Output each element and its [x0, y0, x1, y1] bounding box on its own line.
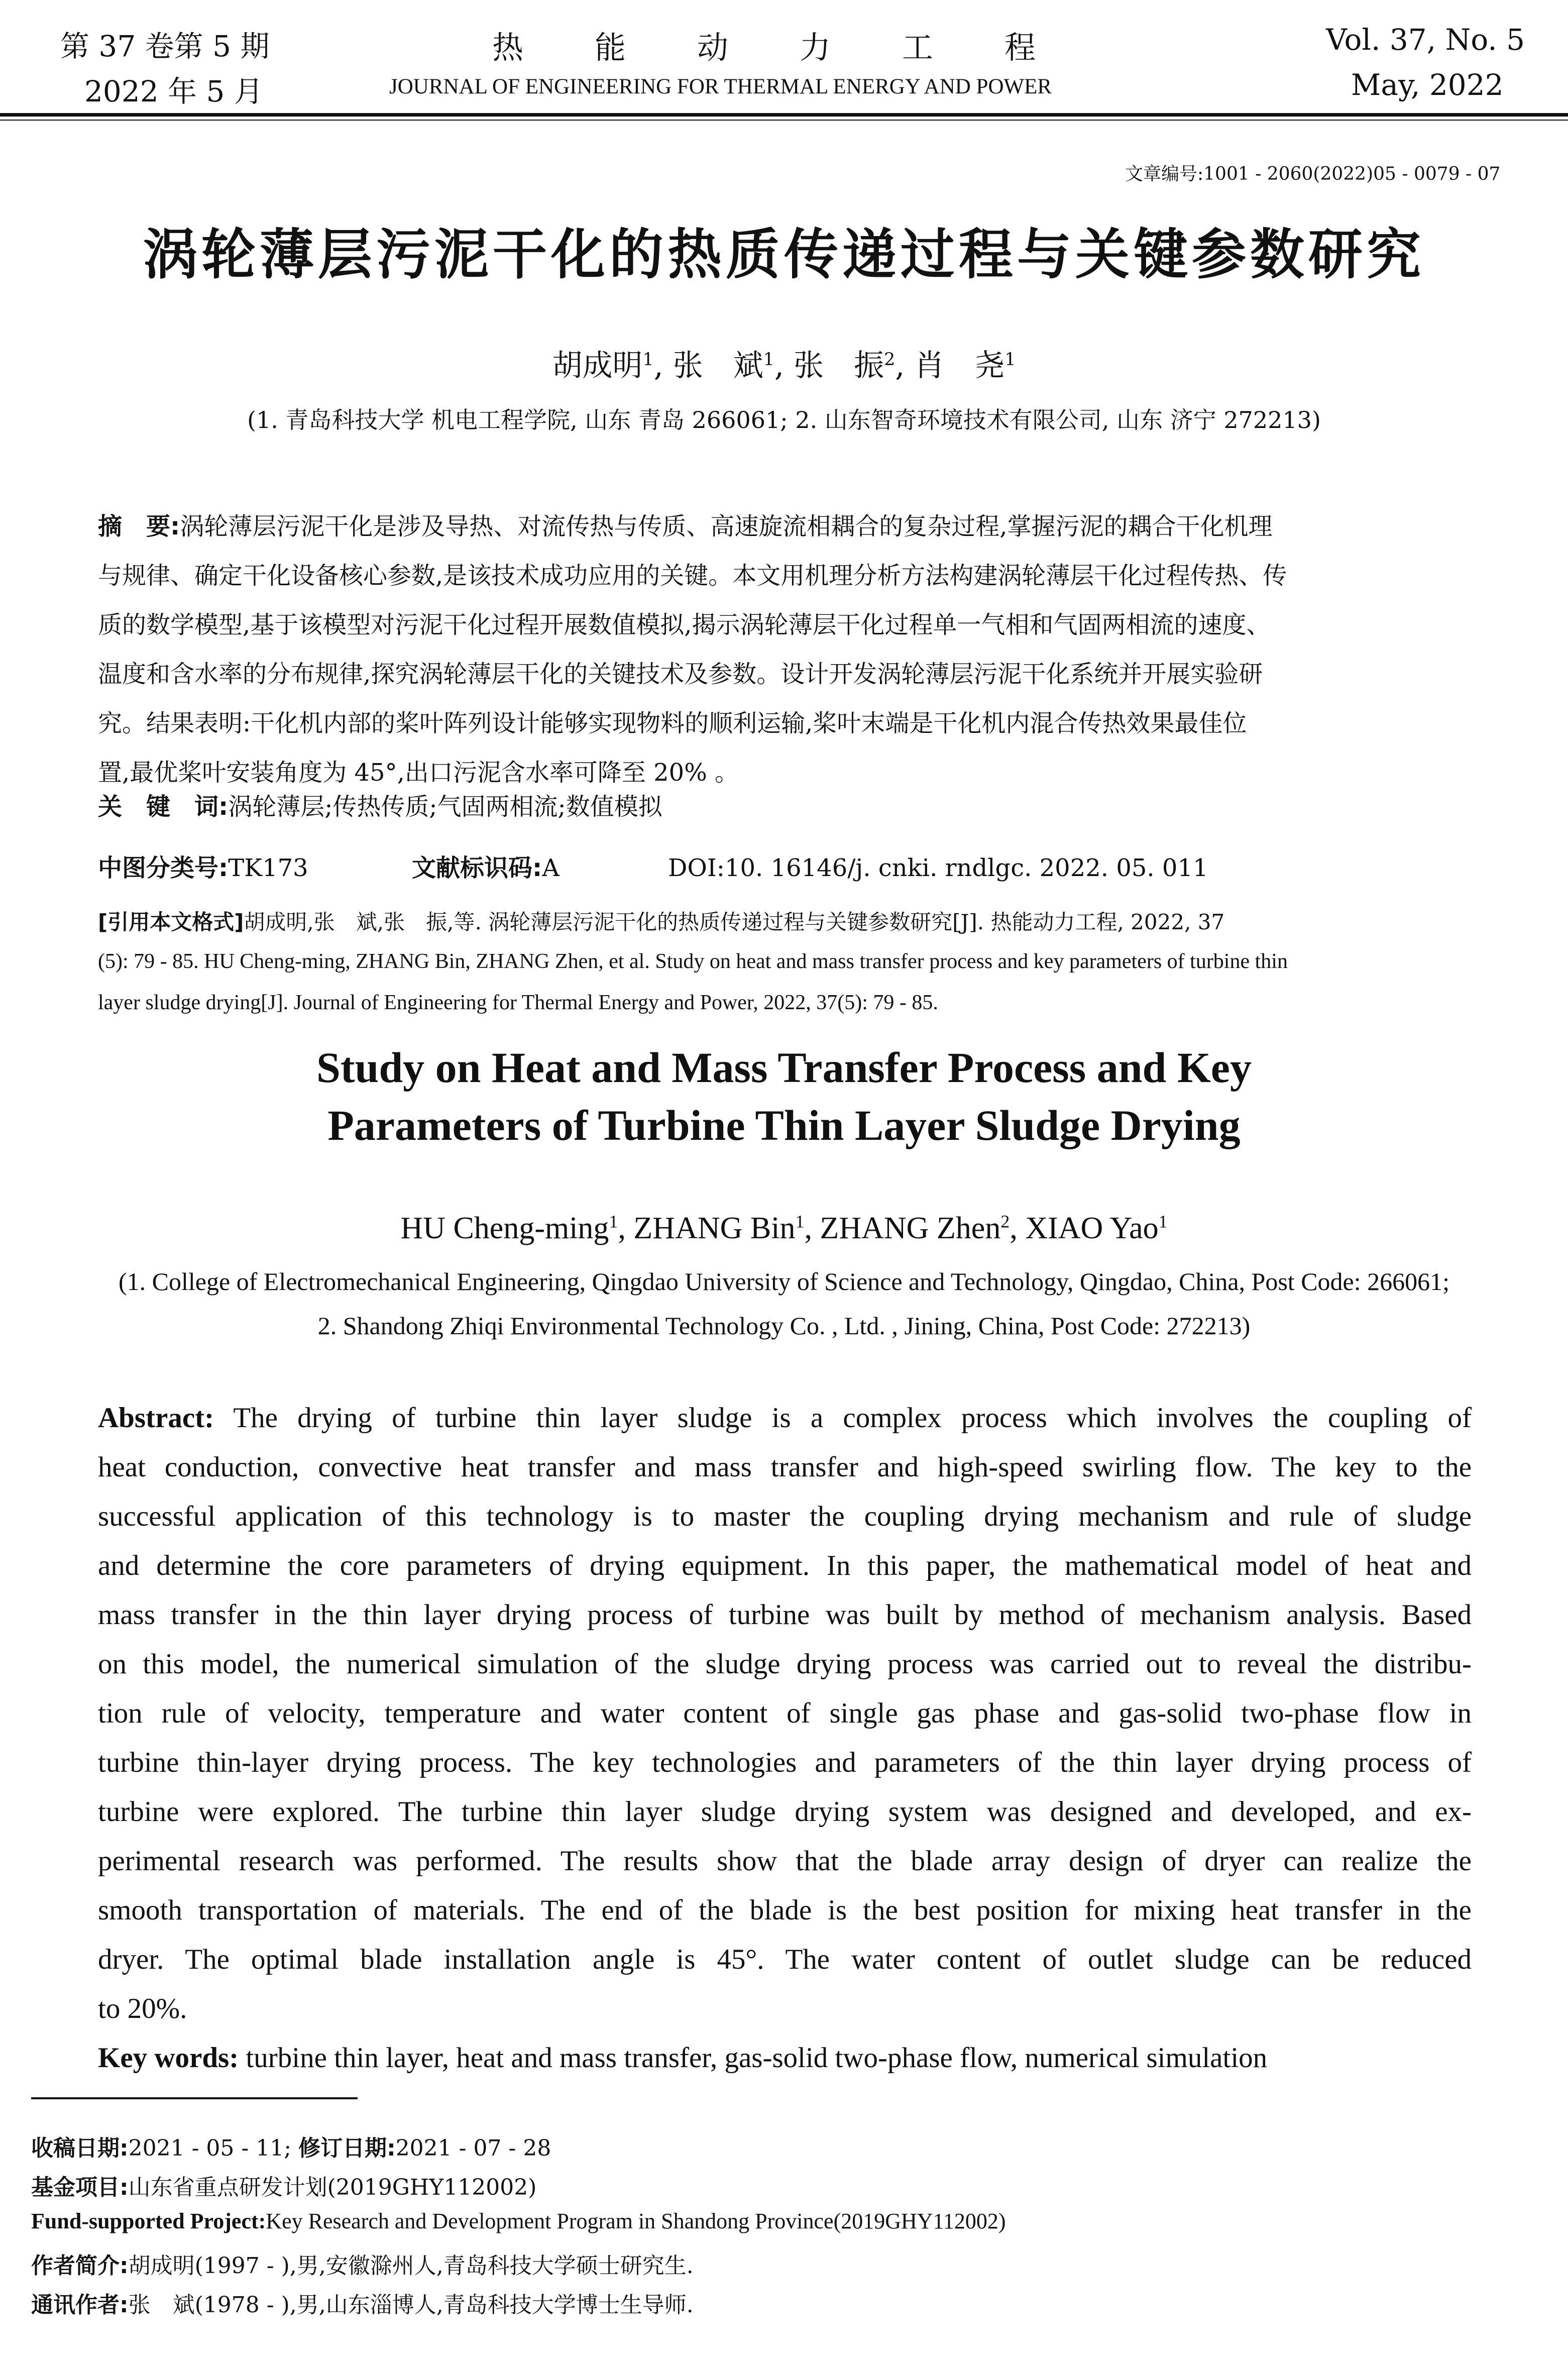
affiliation-en-line1: (1. College of Electromechanical Engineering, Qingdao University of Science and Technology, Qingdao, China, Post Code: 266061; — [118, 1267, 1450, 1296]
author-bio-text: 胡成明(1997 - ),男,安徽滁州人,青岛科技大学硕士研究生. — [128, 2253, 694, 2279]
page-title: 涡轮薄层污泥干化的热质传递过程与关键参数研究 — [143, 224, 1425, 286]
clc-label: 中图分类号: — [98, 854, 229, 882]
abstract-cn-label: 摘 要: — [98, 512, 180, 541]
authors-cn — [0, 342, 1568, 385]
fund-en-label: Fund-supported Project: — [31, 2209, 266, 2233]
journal-name-en: JOURNAL OF ENGINEERING FOR THERMAL ENERGY AND POWER — [389, 75, 1052, 98]
abstract-en-line: perimental research was performed. The results show that the blade array design of dryer can realize the — [98, 1845, 1472, 1877]
author-separator: , — [895, 348, 905, 383]
abstract-en-line: on this model, the numerical simulation of the sludge drying process was carried out to reveal the distribu- — [98, 1648, 1472, 1680]
abstract-cn-line: 究。结果表明:干化机内部的桨叶阵列设计能够实现物料的顺利运输,桨叶末端是干化机内混合传热效果最佳位 — [98, 709, 1247, 737]
doc-code-value: A — [542, 854, 559, 882]
abstract-en-line: dryer. The optimal blade installation angle is 45°. The water content of outlet sludge can be reduced — [98, 1944, 1472, 1975]
footnote-corresponding — [31, 2287, 694, 2319]
footnote-fund-en — [31, 2208, 1006, 2234]
citation-text: 胡成明,张 斌,张 振,等. 涡轮薄层污泥干化的热质传递过程与关键参数研究[J]. 热能动力工程, 2022, 37 — [244, 910, 1225, 934]
author-affil-mark: 1 — [642, 350, 654, 370]
doi: DOI:10. 16146/j. cnki. rndlgc. 2022. 05. 011 — [668, 854, 1208, 882]
abstract-en-line: successful application of this technology is to master the coupling drying mechanism and rule of sludge — [98, 1500, 1472, 1532]
footnote-dates — [31, 2130, 551, 2162]
author-separator: , — [1010, 1211, 1018, 1245]
abstract-cn-line: 质的数学模型,基于该模型对污泥干化过程开展数值模拟,揭示涡轮薄层干化过程单一气相和气固两相流的速度、 — [98, 611, 1271, 639]
abstract-en-line — [98, 1402, 1472, 1434]
author-separator: , — [653, 348, 663, 383]
author-affil-mark: 1 — [795, 1211, 805, 1232]
author-name: 胡成明 — [552, 348, 643, 383]
abstract-en-line: heat conduction, convective heat transfer and mass transfer and high-speed swirling flow. The key to the — [98, 1451, 1472, 1483]
abstract-cn-text: 涡轮薄层污泥干化是涉及导热、对流传热与传质、高速旋流相耦合的复杂过程,掌握污泥的耦合干化机理 — [180, 512, 1273, 541]
header-rule-thin — [0, 120, 1568, 121]
clc-number — [98, 850, 308, 886]
journal-name-cn: 热能动力工程 — [492, 29, 1107, 66]
keywords-cn-text: 涡轮薄层;传热传质;气固两相流;数值模拟 — [228, 793, 662, 821]
abstract-en-line: turbine thin-layer drying process. The key technologies and parameters of the thin layer drying process of — [98, 1747, 1472, 1778]
keywords-en-label: Key words: — [98, 2042, 239, 2074]
revised-date: 2021 - 07 - 28 — [395, 2135, 551, 2161]
keywords-en-text: turbine thin layer, heat and mass transfer, gas-solid two-phase flow, numerical simulation — [246, 2042, 1268, 2074]
author-name: 肖 尧 — [914, 348, 1005, 383]
author-affil-mark: 1 — [763, 350, 774, 370]
english-title-line1: Study on Heat and Mass Transfer Process and Key — [316, 1043, 1252, 1092]
issue-date-en: May, 2022 — [1351, 68, 1504, 102]
authors-en — [0, 1211, 1568, 1246]
author-separator: , — [774, 348, 784, 383]
keywords-en — [98, 2042, 1267, 2074]
affiliation-en-line2: 2. Shandong Zhiqi Environmental Technology Co. , Ltd. , Jining, China, Post Code: 272213) — [317, 1312, 1251, 1340]
received-label: 收稿日期: — [31, 2135, 129, 2161]
citation-label: [引用本文格式] — [98, 910, 244, 934]
abstract-en-text: The drying of turbine thin layer sludge is a complex process which involves the coupling of — [233, 1402, 1472, 1434]
doc-code-label: 文献标识码: — [412, 854, 542, 882]
footnote-fund — [31, 2169, 536, 2201]
document-code — [412, 850, 559, 886]
revised-label: 修订日期: — [298, 2135, 396, 2161]
corresponding-text: 张 斌(1978 - ),男,山东淄博人,青岛科技大学博士生导师. — [128, 2292, 694, 2318]
abstract-cn-line: 温度和含水率的分布规律,探究涡轮薄层干化的关键技术及参数。设计开发涡轮薄层污泥干化系统并开展实验研 — [98, 660, 1263, 688]
author-separator: , — [618, 1211, 626, 1245]
author-affil-mark: 1 — [609, 1211, 618, 1232]
affiliations-cn: (1. 青岛科技大学 机电工程学院, 山东 青岛 266061; 2. 山东智奇环境技术有限公司, 山东 济宁 272213) — [247, 406, 1321, 434]
fund-label: 基金项目: — [31, 2175, 129, 2200]
author-name: HU Cheng-ming — [400, 1211, 609, 1245]
citation-line: (5): 79 - 85. HU Cheng-ming, ZHANG Bin, ZHANG Zhen, et al. Study on heat and mass transfer process and key parameters of turbine thin — [98, 950, 1288, 973]
fund-en-text: Key Research and Development Program in Shandong Province(2019GHY112002) — [266, 2209, 1006, 2233]
author-name: XIAO Yao — [1025, 1211, 1159, 1245]
abstract-en-line: to 20%. — [98, 1993, 187, 2024]
footnote-rule — [31, 2097, 358, 2099]
keywords-cn — [98, 789, 662, 825]
article-number: 文章编号:1001 - 2060(2022)05 - 0079 - 07 — [1125, 164, 1501, 184]
author-name: 张 振 — [794, 348, 884, 383]
abstract-cn-line: 置,最优桨叶安装角度为 45°,出口污泥含水率可降至 20% 。 — [98, 759, 739, 787]
author-name: ZHANG Bin — [633, 1211, 796, 1245]
abstract-en-label: Abstract: — [98, 1402, 214, 1434]
header-rule — [0, 113, 1568, 117]
keywords-cn-label: 关 键 词: — [98, 793, 229, 821]
abstract-en-line: smooth transportation of materials. The end of the blade is the best position for mixing heat transfer in the — [98, 1894, 1472, 1926]
abstract-en-line: tion rule of velocity, temperature and water content of single gas phase and gas-solid two-phase flow in — [98, 1697, 1472, 1729]
author-affil-mark: 1 — [1158, 1211, 1168, 1232]
issue-date-cn: 2022 年 5 月 — [84, 74, 263, 109]
abstract-cn-line: 与规律、确定干化设备核心参数,是该技术成功应用的关键。本文用机理分析方法构建涡轮薄层干化过程传热、传 — [98, 562, 1287, 590]
author-affil-mark: 1 — [1004, 350, 1016, 370]
received-date: 2021 - 05 - 11; — [128, 2135, 292, 2161]
issue-volume-en: Vol. 37, No. 5 — [1326, 23, 1525, 57]
author-affil-mark: 2 — [1000, 1211, 1010, 1232]
english-title-line2: Parameters of Turbine Thin Layer Sludge Drying — [327, 1101, 1241, 1149]
issue-volume-cn: 第 37 卷第 5 期 — [60, 29, 270, 63]
citation-line — [98, 906, 1224, 936]
footnote-author — [31, 2247, 694, 2280]
author-name: ZHANG Zhen — [820, 1211, 1001, 1245]
author-bio-label: 作者简介: — [31, 2253, 129, 2279]
author-affil-mark: 2 — [884, 350, 895, 370]
corresponding-label: 通讯作者: — [31, 2292, 129, 2318]
abstract-en-line: mass transfer in the thin layer drying process of turbine was built by method of mechanism analysis. Based — [98, 1599, 1472, 1631]
citation-line: layer sludge drying[J]. Journal of Engineering for Thermal Energy and Power, 2022, 37(5): 79 - 85. — [98, 991, 938, 1014]
abstract-en-line: and determine the core parameters of drying equipment. In this paper, the mathematical model of heat and — [98, 1550, 1472, 1581]
abstract-en-line: turbine were explored. The turbine thin layer sludge drying system was designed and developed, and ex- — [98, 1796, 1472, 1828]
clc-value: TK173 — [228, 854, 308, 882]
author-separator: , — [804, 1211, 812, 1245]
abstract-cn-line — [98, 508, 1272, 545]
author-name: 张 斌 — [673, 348, 763, 383]
fund-text: 山东省重点研发计划(2019GHY112002) — [128, 2175, 537, 2200]
